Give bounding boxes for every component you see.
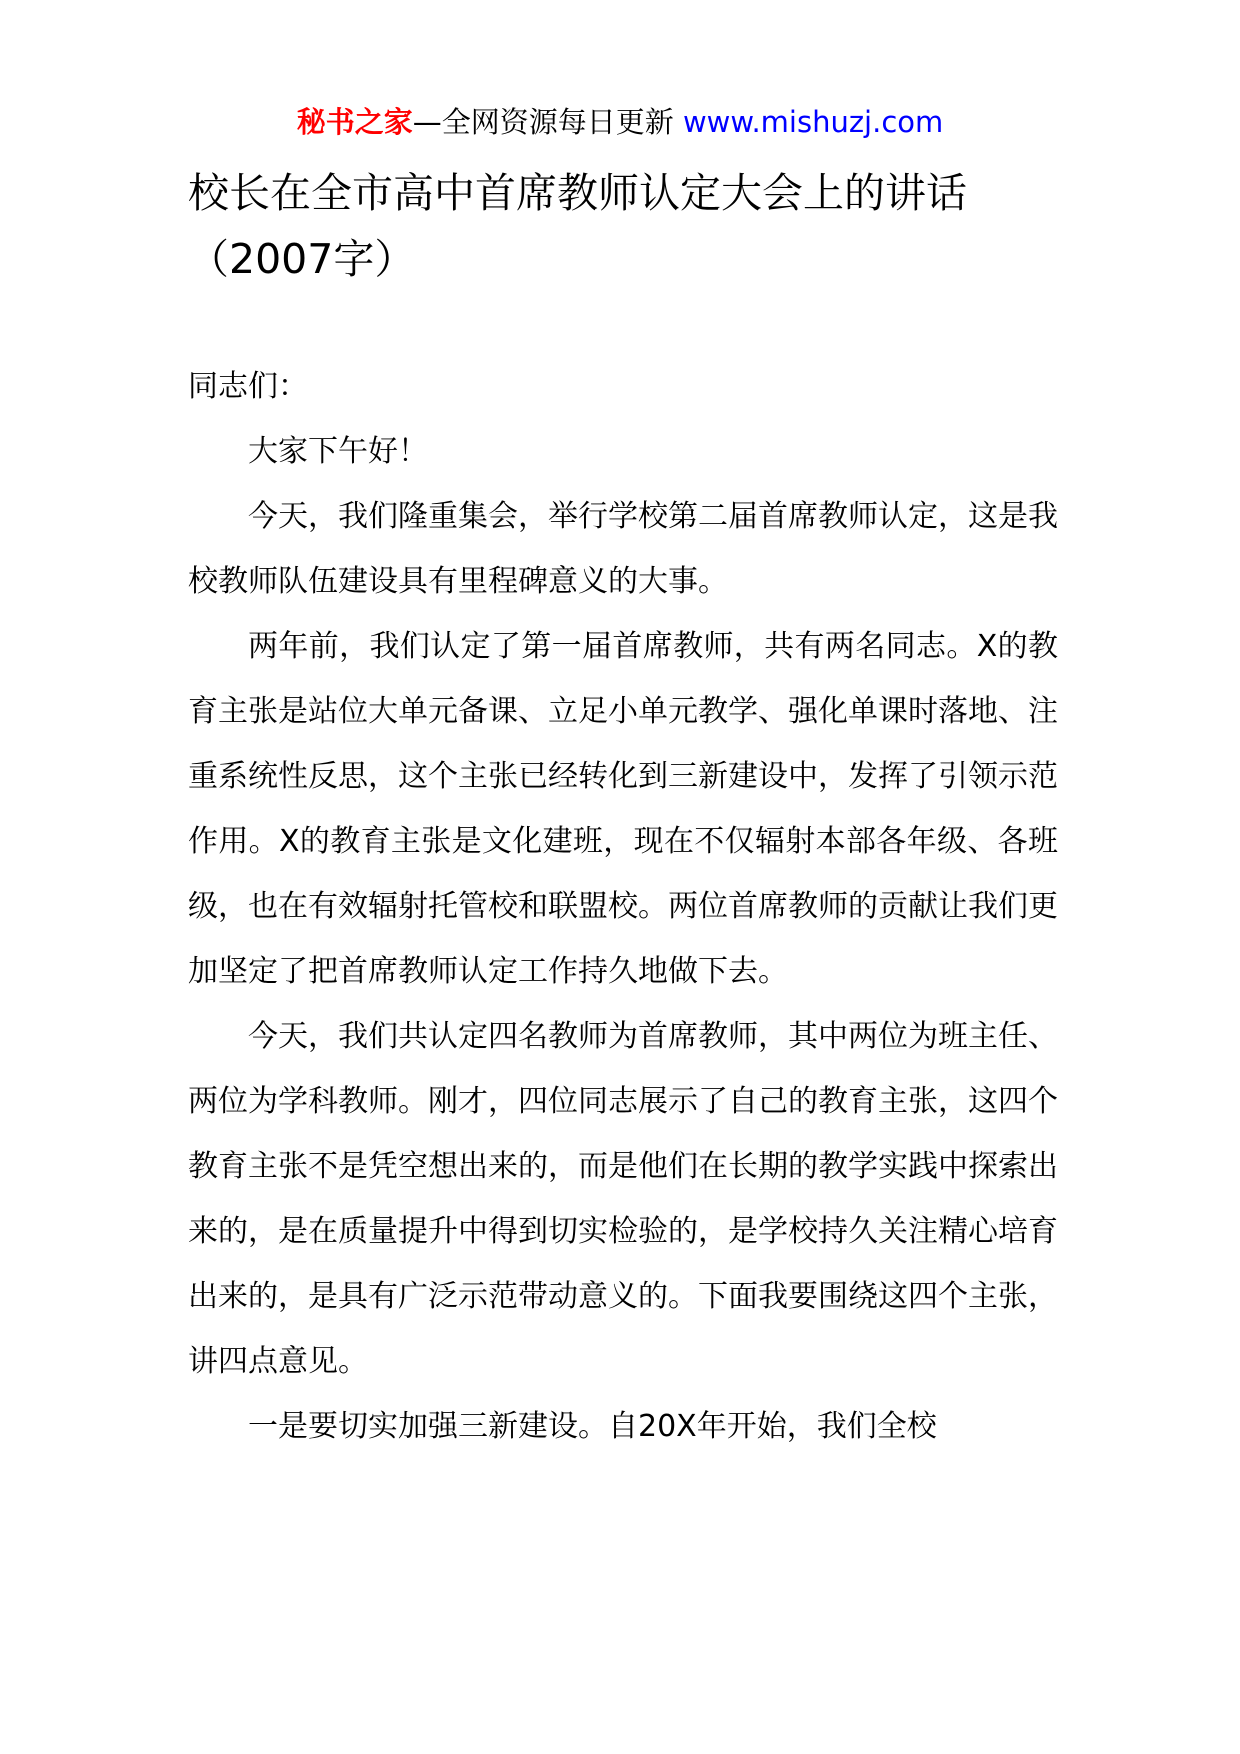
- paragraph: 两年前，我们认定了第一届首席教师，共有两名同志。X的教育主张是站位大单元备课、立足小单元教学、强化单课时落地、注重系统性反思，这个主张已经转化到三新建设中，发挥了引领示范作用。X的教育主张是文化建班，现在不仅辐射本部各年级、各班级，也在有效辐射托管校和联盟校。两位首席教师的贡献让我们更加坚定了把首席教师认定工作持久地做下去。: [188, 629, 1058, 989]
- paragraph: 今天，我们共认定四名教师为首席教师，其中两位为班主任、两位为学科教师。刚才，四位同志展示了自己的教育主张，这四个教育主张不是凭空想出来的，而是他们在长期的教学实践中探索出来的，是在质量提升中得到切实检验的，是学校持久关注精心培育出来的，是具有广泛示范带动意义的。下面我要围绕这四个主张，讲四点意见。: [188, 1019, 1058, 1379]
- site-url-link[interactable]: www.mishuzj.com: [682, 105, 944, 139]
- paragraph: 今天，我们隆重集会，举行学校第二届首席教师认定，这是我校教师队伍建设具有里程碑意义的大事。: [188, 499, 1058, 599]
- brand-name: 秘书之家: [296, 105, 413, 139]
- document-title: 校长在全市高中首席教师认定大会上的讲话（2007字）: [188, 169, 967, 283]
- paragraph: 一是要切实加强三新建设。自20X年开始，我们全校: [248, 1409, 937, 1444]
- header-slogan: —全网资源每日更新: [412, 105, 683, 139]
- site-header: [0, 100, 1240, 144]
- document-body: [188, 354, 1058, 1459]
- paragraph: 大家下午好！: [248, 434, 428, 469]
- salutation: 同志们：: [188, 369, 308, 404]
